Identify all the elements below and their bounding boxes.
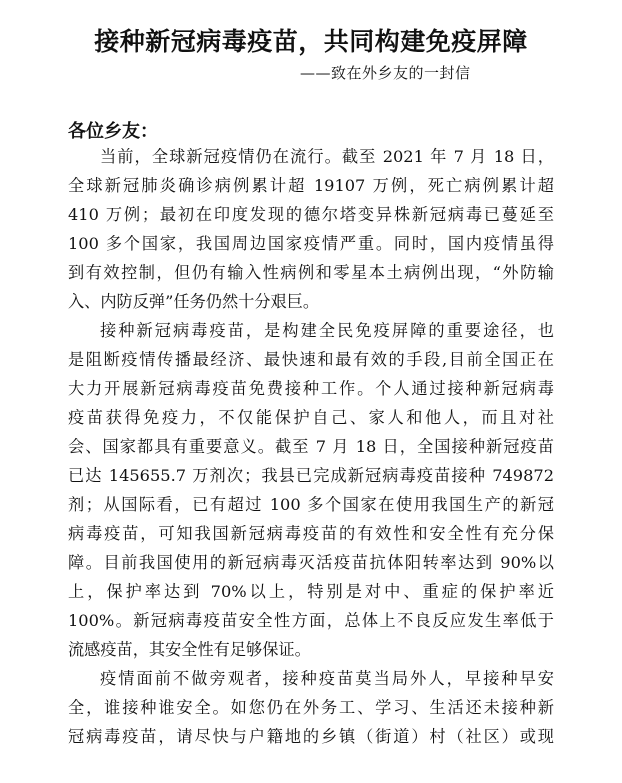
body-line: 大力开展新冠病毒疫苗免费接种工作。个人通过接种新冠病毒: [68, 379, 554, 398]
body-line: 全，谁接种谁安全。如您仍在外务工、学习、生活还未接种新: [68, 698, 554, 717]
body-line: 到有效控制，但仍有输入性病例和零星本土病例出现，“外防输: [68, 263, 554, 282]
body-line: 上，保护率达到 70%以上，特别是对中、重症的保护率近: [68, 582, 554, 601]
body-line: 流感疫苗，其安全性有足够保证。: [68, 640, 311, 659]
body-line: 全球新冠肺炎确诊病例累计超 19107 万例，死亡病例累计超: [68, 176, 554, 195]
body-line: 疫情面前不做旁观者，接种疫苗莫当局外人，早接种早安: [100, 669, 554, 688]
body-line: 是阻断疫情传播最经济、最快速和最有效的手段,目前全国正在: [68, 350, 554, 369]
body-line: 疫苗获得免疫力，不仅能保护自己、家人和他人，而且对社: [68, 408, 554, 427]
letter-title: 接种新冠病毒疫苗，共同构建免疫屏障: [94, 27, 528, 56]
body-line: 当前，全球新冠疫情仍在流行。截至 2021 年 7 月 18 日，: [100, 147, 554, 166]
body-line: 已达 145655.7 万剂次；我县已完成新冠病毒疫苗接种 749872: [68, 466, 554, 485]
body-line: 100 多个国家，我国周边国家疫情严重。同时，国内疫情虽得: [68, 234, 554, 253]
body-line: 410 万例；最初在印度发现的德尔塔变异株新冠病毒已蔓延至: [68, 205, 554, 224]
body-line: 入、内防反弹”任务仍然十分艰巨。: [68, 292, 320, 311]
body-line: 会、国家都具有重要意义。截至 7 月 18 日，全国接种新冠疫苗: [68, 437, 554, 456]
body-line: 100%。新冠病毒疫苗安全性方面，总体上不良反应发生率低于: [68, 611, 554, 630]
body-line: 接种新冠病毒疫苗，是构建全民免疫屏障的重要途径，也: [100, 321, 554, 340]
body-line: 剂；从国际看，已有超过 100 多个国家在使用我国生产的新冠: [68, 495, 554, 514]
letter-subtitle: ——致在外乡友的一封信: [300, 64, 471, 82]
letter-greeting: 各位乡友：: [68, 121, 158, 142]
body-line: 障。目前我国使用的新冠病毒灭活疫苗抗体阳转率达到 90%以: [68, 553, 554, 572]
body-line: 病毒疫苗，可知我国新冠病毒疫苗的有效性和安全性有充分保: [68, 524, 554, 543]
body-line: 冠病毒疫苗，请尽快与户籍地的乡镇（街道）村（社区）或现: [68, 727, 554, 746]
